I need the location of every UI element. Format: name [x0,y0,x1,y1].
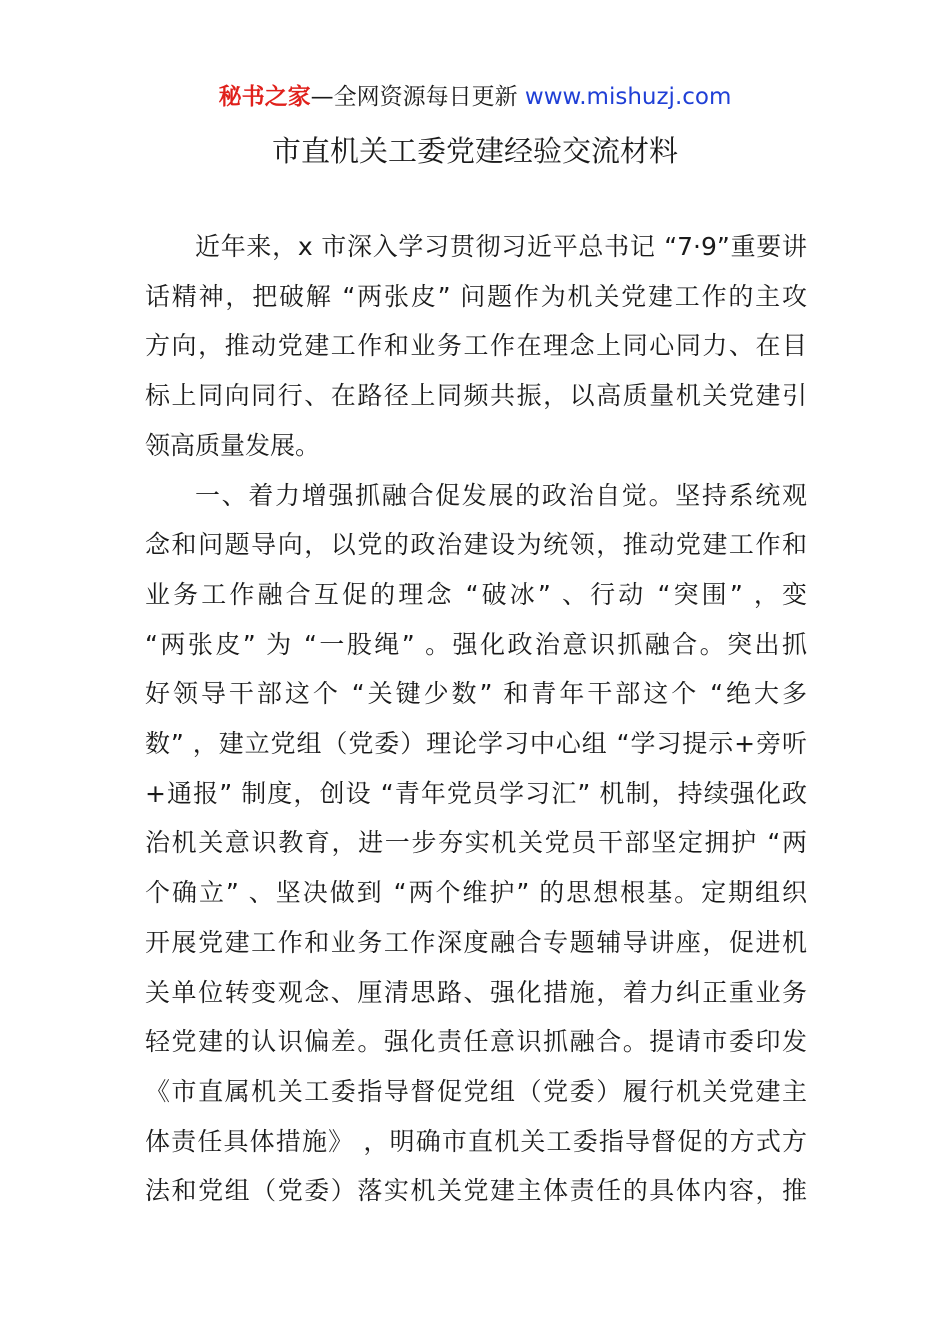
text-line: 一、着力增强抓融合促发展的政治自觉。坚持系统观 [195,480,807,510]
text-line: 体责任具体措施》 ，明确市直机关工委指导督促的方式方 [145,1126,807,1156]
text-line: 念和问题导向，以党的政治建设为统领，推动党建工作和 [145,530,807,560]
text-line: 话精神，把破解 “两张皮” 问题作为机关党建工作的主攻 [145,281,807,311]
text-line: +通报” 制度，创设 “青年党员学习汇” 机制，持续强化政 [145,778,807,808]
text-line: “两张皮” 为 “一股绳” 。强化政治意识抓融合。突出抓 [145,629,807,659]
site-url-link[interactable]: www.mishuzj.com [524,84,732,110]
text-line: 好领导干部这个 “关键少数” 和青年干部这个 “绝大多 [145,679,807,709]
text-line: 开展党建工作和业务工作深度融合专题辅导讲座，促进机 [145,927,807,957]
text-line: 《市直属机关工委指导督促党组（党委）履行机关党建主 [145,1076,807,1106]
text-line: 领高质量发展。 [145,430,321,460]
site-header [0,80,950,114]
text-line: 法和党组（党委）落实机关党建主体责任的具体内容，推 [145,1176,807,1206]
paragraph-section-one [145,471,807,1217]
text-line: 标上同向同行、在路径上同频共振，以高质量机关党建引 [145,381,807,411]
text-line: 个确立” 、坚决做到 “两个维护” 的思想根基。定期组织 [145,878,807,908]
paragraph-intro [145,222,807,471]
text-line: 治机关意识教育，进一步夯实机关党员干部坚定拥护 “两 [145,828,807,858]
text-line: 数” ，建立党组（党委）理论学习中心组 “学习提示+旁听 [145,729,807,759]
text-line: 关单位转变观念、厘清思路、强化措施，着力纠正重业务 [145,977,807,1007]
text-line: 业务工作融合互促的理念 “破冰” 、行动 “突围” ，变 [145,579,807,609]
document-title: 市直机关工委党建经验交流材料 [271,134,678,168]
site-brand: 秘书之家 [218,84,311,110]
text-line: 轻党建的认识偏差。强化责任意识抓融合。提请市委印发 [145,1027,807,1057]
text-line: 近年来，x 市深入学习贯彻习近平总书记 “7·9”重要讲 [195,232,807,261]
document-body [145,222,807,1216]
site-slogan: —全网资源每日更新 [310,84,525,110]
text-line: 方向，推动党建工作和业务工作在理念上同心同力、在目 [145,331,807,361]
